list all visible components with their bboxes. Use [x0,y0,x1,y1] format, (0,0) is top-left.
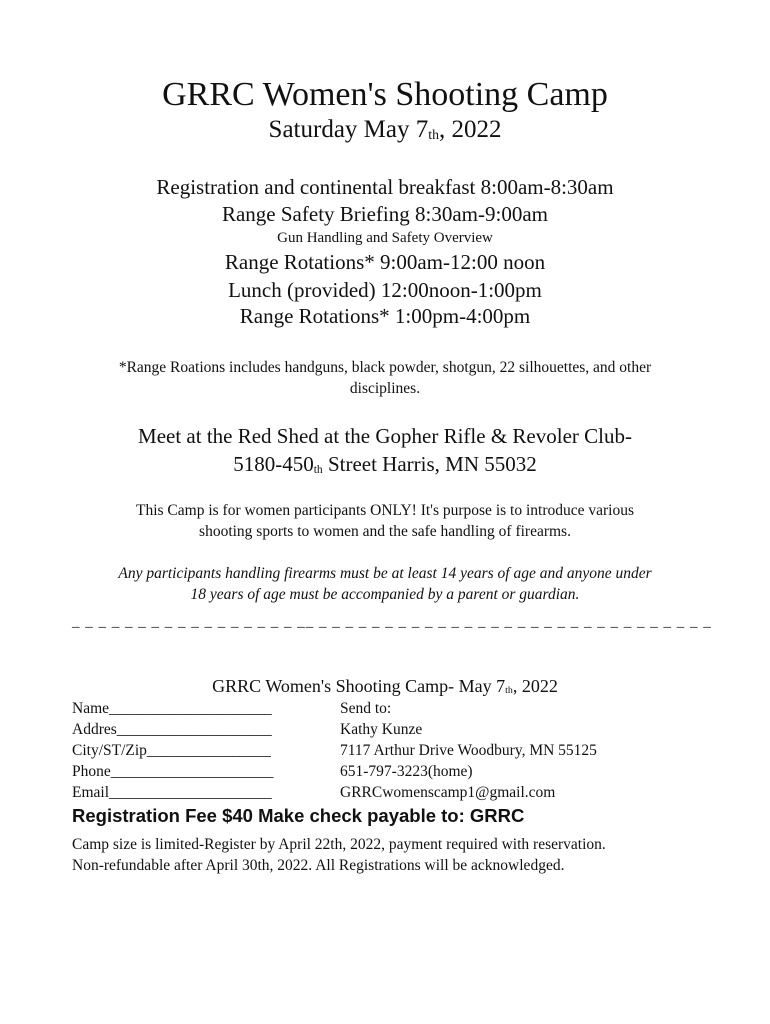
rotations-note-line1: *Range Roations includes handguns, black powder, shotgun, 22 silhouettes, and other [118,359,652,376]
page-title: GRRC Women's Shooting Camp [162,76,608,113]
schedule-overview: Gun Handling and Safety Overview [277,230,493,246]
send-to-label: Send to: [340,700,392,717]
schedule-briefing: Range Safety Briefing 8:30am-9:00am [221,202,548,226]
location-line1: Meet at the Red Shed at the Gopher Rifle & Revoler Club- [138,424,632,448]
contact-phone: 651-797-3223(home) [340,763,473,780]
field-address: Addres____________________ [72,721,272,738]
fine-print-line2: Non-refundable after April 30th, 2022. All Registrations will be acknowledged. [72,857,565,874]
event-date [0,116,770,144]
field-phone: Phone_____________________ [72,763,274,780]
purpose-line2: shooting sports to women and the safe handling of firearms. [199,523,571,540]
field-name: Name_____________________ [72,700,272,717]
location [0,422,770,482]
date-year: , 2022 [438,116,502,143]
date-text: Saturday May 7 [268,116,429,143]
address-rest: Street Harris, MN 55032 [322,452,537,476]
registration-fee: Registration Fee $40 Make check payable to: GRRC [72,805,525,826]
address-ordinal: th [313,463,323,476]
rotations-note [0,357,770,399]
contact-name: Kathy Kunze [340,721,423,738]
location-address [0,450,770,482]
age-notice [0,563,770,605]
fine-print [72,834,606,876]
purpose-line1: This Camp is for women participants ONLY! It's purpose is to introduce various [135,502,634,519]
field-city-st-zip: City/ST/Zip________________ [72,742,271,759]
form-title [0,676,770,697]
schedule-lunch: Lunch (provided) 12:00noon-1:00pm [228,278,542,302]
date-ordinal: th [428,127,439,143]
purpose-statement [0,500,770,542]
field-email: Email_____________________ [72,784,272,801]
age-notice-line1: Any participants handling firearms must be at least 14 years of age and anyone under [118,565,652,582]
schedule-morning-rotations: Range Rotations* 9:00am-12:00 noon [224,250,546,274]
form-title-ordinal: th [505,685,513,697]
address-number: 5180-450 [233,452,314,476]
contact-address: 7117 Arthur Drive Woodbury, MN 55125 [340,742,597,759]
rotations-note-line2: disciplines. [349,380,421,397]
cut-line-divider: _ _ _ _ _ _ _ _ _ _ _ _ _ _ _ _ _ __ _ _ _ _ _ _ _ _ _ _ _ _ _ _ _ _ _ _ _ _ _ _ _ _ _ _ _ _ _ _ [72,614,712,630]
schedule-registration: Registration and continental breakfast 8:00am-8:30am [156,175,614,199]
fine-print-line1: Camp size is limited-Register by April 22th, 2022, payment required with reservation. [72,836,606,853]
form-title-text: GRRC Women's Shooting Camp- May 7 [212,676,506,696]
age-notice-line2: 18 years of age must be accompanied by a parent or guardian. [190,586,580,603]
contact-email: GRRCwomenscamp1@gmail.com [340,784,556,801]
schedule-afternoon-rotations: Range Rotations* 1:00pm-4:00pm [239,304,531,328]
form-title-year: , 2022 [512,676,558,696]
